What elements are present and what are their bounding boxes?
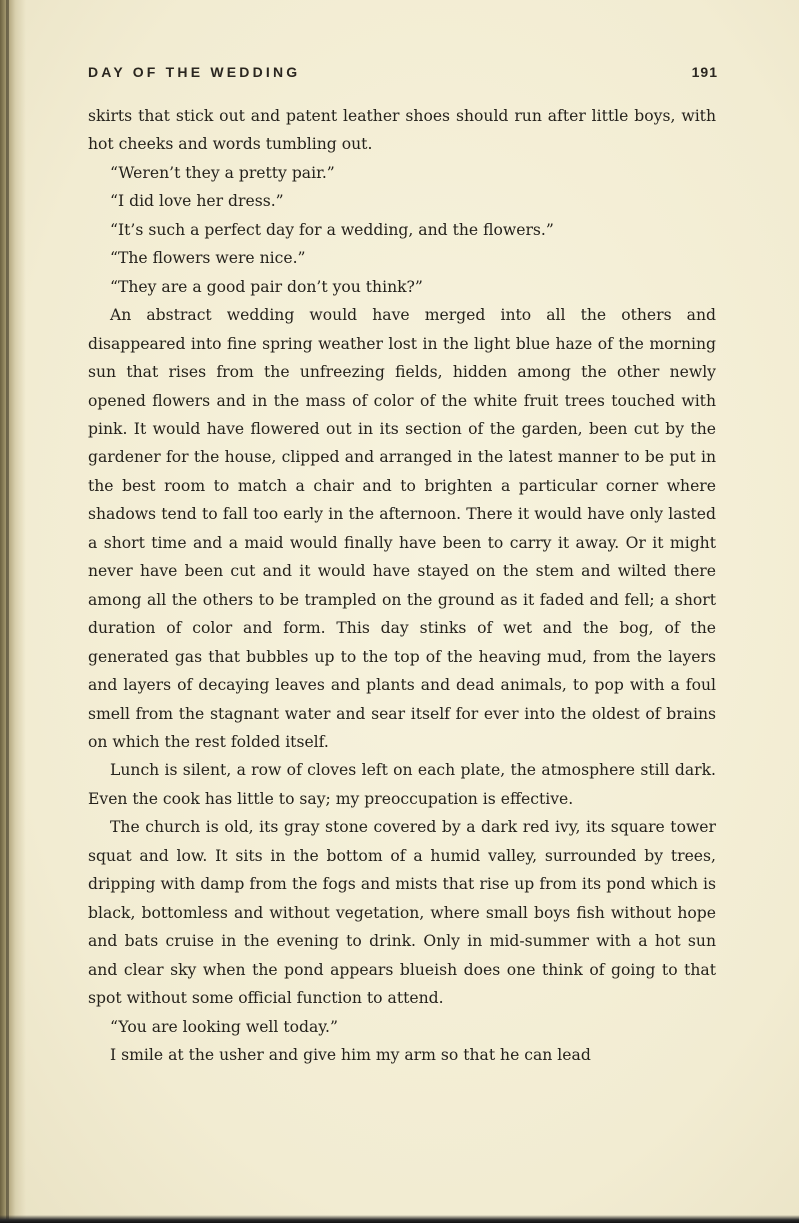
page-gutter-shadow xyxy=(0,0,26,1223)
body-text xyxy=(88,102,716,1069)
paragraph: “They are a good pair don’t you think?” xyxy=(110,277,423,296)
paragraph: “It’s such a perfect day for a wedding, and the flowers.” xyxy=(110,220,554,239)
paragraph: “You are looking well today.” xyxy=(110,1017,338,1036)
page-header xyxy=(88,64,718,84)
paragraph: skirts that stick out and patent leather shoes should run after little boys, with hot cheeks and words tumbling out. xyxy=(88,107,716,154)
running-head: DAY OF THE WEDDING xyxy=(88,64,301,80)
paragraph: I smile at the usher and give him my arm so that he can lead xyxy=(110,1045,591,1064)
paragraph: The church is old, its gray stone covered by a dark red ivy, its square tower squat and low. It sits in the bottom of a humid valley, surrounded by trees, dripping with damp from the fogs and mists that rise up from its pond which is black, bottomless and without vegetation, where small boys fish without hope and bats cruise in the evening to drink. Only in mid-summer with a hot sun and clear sky when the pond appears blueish does one think of going to that spot without some official function to attend. xyxy=(88,818,716,1008)
paragraph: “I did love her dress.” xyxy=(110,192,284,211)
paragraph: “Weren’t they a pretty pair.” xyxy=(110,163,335,182)
paragraph: “The flowers were nice.” xyxy=(110,249,306,268)
paragraph: Lunch is silent, a row of cloves left on each plate, the atmosphere still dark. Even the cook has little to say; my preoccupation is effective. xyxy=(88,761,716,808)
paragraph: An abstract wedding would have merged into all the others and disappeared into fine spring weather lost in the light blue haze of the morning sun that rises from the unfreezing fields, hidden among the other newly opened flowers and in the mass of color of the white fruit trees touched with pink. It would have flowered out in its section of the garden, been cut by the gardener for the house, clipped and arranged in the latest manner to be put in the best room to match a chair and to brighten a particular corner where shadows tend to fall too early in the afternoon. There it would have only lasted a short time and a maid would finally have been to carry it away. Or it might never have been cut and it would have stayed on the stem and wilted there among all the others to be trampled on the ground as it faded and fell; a short duration of color and form. This day stinks of wet and the bog, of the generated gas that bubbles up to the top of the heaving mud, from the layers and layers of decaying leaves and plants and dead animals, to pop with a foul smell from the stagnant water and sear itself for ever into the oldest of brains on which the rest folded itself. xyxy=(88,306,716,751)
page-bottom-edge xyxy=(0,1215,799,1223)
binding-edge xyxy=(6,0,9,1223)
page-number: 191 xyxy=(691,64,718,80)
